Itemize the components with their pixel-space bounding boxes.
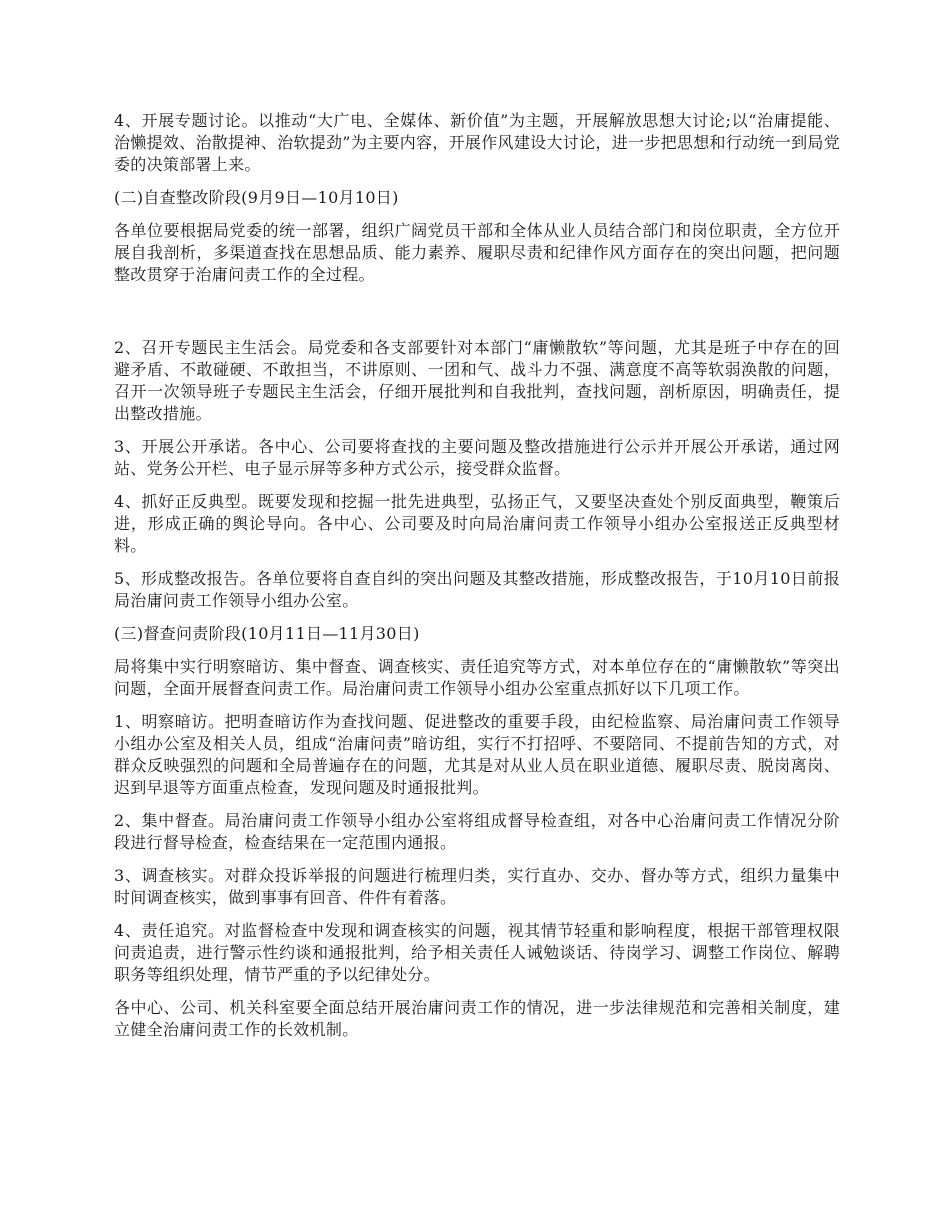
paragraph-gap	[114, 297, 840, 337]
paragraph-summary: 各中心、公司、机关科室要全面总结开展治庸问责工作的情况，进一步法律规范和完善相关制度，建立健全治庸问责工作的长效机制。	[114, 998, 840, 1039]
paragraph-democratic-meeting: 2、召开专题民主生活会。局党委和各支部要针对本部门“庸懒散软”等问题，尤其是班子中存在的回避矛盾、不敢碰硬、不敢担当，不讲原则、一团和气、战斗力不强、满意度不高等软弱涣散的问题，召开一次领导班子专题民主生活会，仔细开展批判和自我批判，查找问题，剖析原因，明确责任，提出整改措施。	[114, 338, 840, 423]
section-heading-supervision: (三)督查问责阶段(10月11日—11月30日)	[114, 624, 420, 643]
document-page	[114, 110, 840, 1052]
paragraph-centralized-inspection: 2、集中督查。局治庸问责工作领导小组办公室将组成督导检查组，对各中心治庸问责工作情况分阶段进行督导检查，检查结果在一定范围内通报。	[114, 811, 840, 852]
paragraph-discussion: 4、开展专题讨论。以推动“大广电、全媒体、新价值”为主题，开展解放思想大讨论;以“治庸提能、治懒提效、治散提神、治软提劲”为主要内容，开展作风建设大讨论，进一步把思想和行动统一到局党委的决策部署上来。	[114, 111, 840, 174]
paragraph-self-check-intro: 各单位要根据局党委的统一部署，组织广阔党员干部和全体从业人员结合部门和岗位职责，全方位开展自我剖析，多渠道查找在思想品质、能力素养、履职尽责和纪律作风方面存在的突出问题，把问题整改贯穿于治庸问责工作的全过程。	[114, 221, 840, 284]
paragraph-supervision-intro: 局将集中实行明察暗访、集中督查、调查核实、责任追究等方式，对本单位存在的“庸懒散软”等突出问题，全面开展督查问责工作。局治庸问责工作领导小组办公室重点抓好以下几项工作。	[114, 657, 840, 698]
paragraph-rectification-report: 5、形成整改报告。各单位要将自查自纠的突出问题及其整改措施，形成整改报告，于10月10日前报局治庸问责工作领导小组办公室。	[114, 569, 840, 610]
paragraph-public-commitment: 3、开展公开承诺。各中心、公司要将查找的主要问题及整改措施进行公示并开展公开承诺，通过网站、党务公开栏、电子显示屏等多种方式公示，接受群众监督。	[114, 437, 840, 478]
paragraph-typical-cases: 4、抓好正反典型。既要发现和挖掘一批先进典型，弘扬正气，又要坚决查处个别反面典型，鞭策后进，形成正确的舆论导向。各中心、公司要及时向局治庸问责工作领导小组办公室报送正反典型材料。	[114, 492, 840, 555]
section-heading-self-check: (二)自查整改阶段(9月9日—10月10日)	[114, 188, 399, 207]
paragraph-accountability: 4、责任追究。对监督检查中发现和调查核实的问题，视其情节轻重和影响程度，根据干部管理权限问责追责，进行警示性约谈和通报批判，给予相关责任人诫勉谈话、待岗学习、调整工作岗位、解聘职务等组织处理，情节严重的予以纪律处分。	[114, 921, 840, 984]
paragraph-open-secret-visits: 1、明察暗访。把明查暗访作为查找问题、促进整改的重要手段，由纪检监察、局治庸问责工作领导小组办公室及相关人员，组成“治庸问责”暗访组，实行不打招呼、不要陪同、不提前告知的方式，对群众反映强烈的问题和全局普遍存在的问题，尤其是对从业人员在职业道德、履职尽责、脱岗离岗、迟到早退等方面重点检查，发现问题及时通报批判。	[114, 712, 840, 797]
paragraph-investigation: 3、调查核实。对群众投诉举报的问题进行梳理归类，实行直办、交办、督办等方式，组织力量集中时间调查核实，做到事事有回音、件件有着落。	[114, 866, 840, 907]
